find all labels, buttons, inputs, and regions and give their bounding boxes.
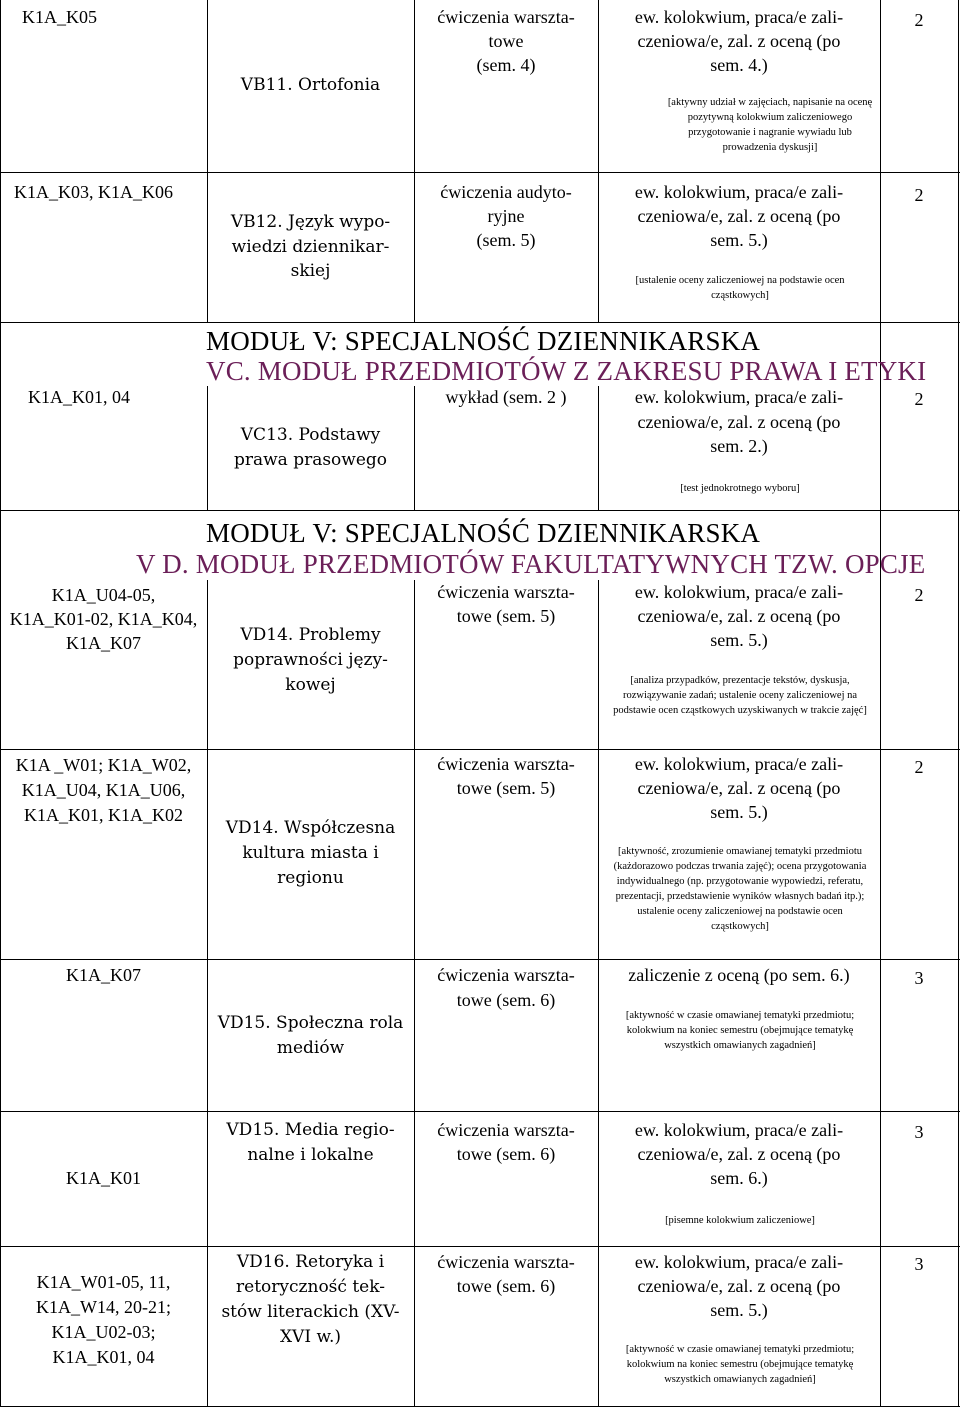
assessment-method: czeniowa/e, zal. z oceną (po — [637, 1144, 841, 1164]
module-subtitle: V D. MODUŁ PRZEDMIOTÓW FAKULTATYWNYCH TZW. OPCJE — [136, 549, 926, 579]
learning-effects: K1A_W14, 20-21; — [36, 1297, 171, 1317]
subject-name: XVI w.) — [279, 1327, 342, 1347]
course-form: (sem. 4) — [476, 55, 536, 75]
column-divider — [958, 0, 959, 1407]
module-title: MODUŁ V: SPECJALNOŚĆ DZIENNIKARSKA — [206, 518, 761, 548]
assessment-method: sem. 4.) — [710, 55, 768, 75]
subject-name: VB11. Ortofonia — [240, 75, 381, 95]
row-divider — [0, 1111, 960, 1112]
ects-points: 2 — [914, 389, 924, 409]
assessment-method: zaliczenie z oceną (po sem. 6.) — [628, 965, 850, 985]
course-form: (sem. 5) — [476, 230, 536, 250]
learning-effects: K1A_K01-02, K1A_K04, — [9, 609, 198, 629]
row-divider — [0, 959, 960, 960]
course-form: towe (sem. 6) — [456, 1276, 556, 1296]
assessment-method: czeniowa/e, zal. z oceną (po — [637, 31, 841, 51]
ects-points: 2 — [914, 10, 924, 30]
assessment-method: ew. kolokwium, praca/e zali- — [634, 387, 844, 407]
assessment-note: [pisemne kolokwium zaliczeniowe] — [665, 1215, 815, 1226]
assessment-method: sem. 5.) — [710, 802, 768, 822]
course-form: towe — [488, 31, 524, 51]
assessment-method: czeniowa/e, zal. z oceną (po — [637, 1276, 841, 1296]
subject-name: skiej — [290, 261, 331, 281]
assessment-method: sem. 5.) — [710, 230, 768, 250]
row-divider — [0, 1246, 960, 1247]
course-form: towe (sem. 5) — [456, 778, 556, 798]
assessment-method: czeniowa/e, zal. z oceną (po — [637, 206, 841, 226]
subject-name: stów literackich (XV- — [221, 1302, 400, 1322]
assessment-method: ew. kolokwium, praca/e zali- — [634, 582, 844, 602]
assessment-method: sem. 2.) — [710, 436, 768, 456]
course-form: towe (sem. 6) — [456, 990, 556, 1010]
subject-name: VD14. Współczesna — [225, 818, 396, 838]
row-divider — [0, 1406, 960, 1407]
learning-effects: K1A_K03, K1A_K06 — [14, 182, 173, 202]
course-form: ćwiczenia warszta- — [437, 754, 575, 774]
subject-name: nalne i lokalne — [247, 1145, 374, 1165]
assessment-method: sem. 6.) — [710, 1168, 768, 1188]
assessment-method: sem. 5.) — [710, 630, 768, 650]
assessment-method: sem. 5.) — [710, 1300, 768, 1320]
assessment-method: czeniowa/e, zal. z oceną (po — [637, 778, 841, 798]
ects-points: 3 — [914, 968, 924, 988]
course-form: ćwiczenia warszta- — [437, 582, 575, 602]
ects-points: 3 — [914, 1122, 924, 1142]
column-divider — [0, 0, 1, 1407]
subject-name: VB12. Język wypo- — [230, 212, 391, 232]
assessment-method: czeniowa/e, zal. z oceną (po — [637, 412, 841, 432]
ects-points: 3 — [914, 1254, 924, 1274]
subject-name: poprawności języ- — [233, 650, 388, 670]
assessment-method: ew. kolokwium, praca/e zali- — [634, 754, 844, 774]
subject-name: regionu — [277, 868, 344, 888]
course-form: ryjne — [487, 206, 525, 226]
subject-name: VD15. Media regio- — [226, 1120, 395, 1140]
course-form: ćwiczenia warszta- — [437, 1120, 575, 1140]
course-form: ćwiczenia warszta- — [437, 7, 575, 27]
learning-effects: K1A_U04, K1A_U06, — [21, 780, 186, 800]
module-title: MODUŁ V: SPECJALNOŚĆ DZIENNIKARSKA — [206, 326, 761, 356]
assessment-note: [aktywność w czasie omawianej tematyki przedmiotu; kolokwium na koniec semestru (obejmujące tematykę wszystkich omawianych zagadnień] — [625, 1344, 855, 1385]
subject-name: VD16. Retoryka i — [236, 1252, 385, 1272]
row-divider — [0, 510, 960, 511]
course-form: towe (sem. 5) — [456, 606, 556, 626]
assessment-note: [aktywność, zrozumienie omawianej tematyki przedmiotu (każdorazowo podczas trwania zajęć); ocena przygotowania indywidualnego (np. przygotowanie wypowiedzi, referatu, prezentacji, przedstawienie wyników własnych badań itp.); ustalenie oceny zaliczeniowej na podstawie ocen cząstkowych] — [613, 846, 867, 932]
module-subtitle: VC. MODUŁ PRZEDMIOTÓW Z ZAKRESU PRAWA I ETYKI — [206, 356, 927, 386]
row-divider — [0, 749, 960, 750]
column-divider — [880, 0, 881, 1407]
assessment-method: ew. kolokwium, praca/e zali- — [634, 1120, 844, 1140]
learning-effects: K1A_K01, K1A_K02 — [24, 805, 183, 825]
course-form: ćwiczenia warszta- — [437, 1252, 575, 1272]
subject-name: prawa prasowego — [233, 450, 388, 470]
subject-name: mediów — [276, 1038, 345, 1058]
subject-name: kultura miasta i — [242, 843, 379, 863]
learning-effects: K1A_K01, 04 — [28, 387, 130, 407]
subject-name: VD14. Problemy — [240, 625, 381, 645]
ects-points: 2 — [914, 585, 924, 605]
learning-effects: K1A_K07 — [66, 633, 141, 653]
learning-effects: K1A_U02-03; — [51, 1322, 156, 1342]
assessment-note: [ustalenie oceny zaliczeniowej na podstawie ocen cząstkowych] — [635, 275, 845, 301]
assessment-method: ew. kolokwium, praca/e zali- — [634, 7, 844, 27]
assessment-method: ew. kolokwium, praca/e zali- — [634, 182, 844, 202]
subject-name: kowej — [285, 675, 336, 695]
assessment-method: ew. kolokwium, praca/e zali- — [634, 1252, 844, 1272]
assessment-note: [aktywność w czasie omawianej tematyki przedmiotu; kolokwium na koniec semestru (obejmujące tematykę wszystkich omawianych zagadnień] — [625, 1010, 855, 1051]
learning-effects: K1A_K01, 04 — [52, 1347, 155, 1367]
learning-effects: K1A_K07 — [66, 965, 141, 985]
learning-effects: K1A _W01; K1A_W02, — [15, 755, 192, 775]
assessment-note: [analiza przypadków, prezentacje tekstów, dyskusja, rozwiązywanie zadań; ustalenie oceny zaliczeniowej na podstawie ocen cząstkowych uzyskiwanych w trakcie zajęć] — [613, 675, 867, 716]
course-form: ćwiczenia audyto- — [440, 182, 572, 202]
assessment-note: [aktywny udział w zajęciach, napisanie na ocenę pozytywną kolokwium zaliczeniowego przygotowanie i nagranie wywiadu lub prowadzenia dyskusji] — [667, 97, 873, 153]
subject-name: VC13. Podstawy — [240, 425, 381, 445]
row-divider — [0, 172, 960, 173]
course-form: towe (sem. 6) — [456, 1144, 556, 1164]
learning-effects: K1A_U04-05, — [51, 585, 156, 605]
course-form: ćwiczenia warszta- — [437, 965, 575, 985]
learning-effects: K1A_K05 — [22, 7, 97, 27]
learning-effects: K1A_W01-05, 11, — [36, 1272, 171, 1292]
row-divider — [0, 322, 960, 323]
assessment-note: [test jednokrotnego wyboru] — [680, 483, 800, 494]
ects-points: 2 — [914, 185, 924, 205]
subject-name: retoryczność tek- — [236, 1277, 385, 1297]
ects-points: 2 — [914, 757, 924, 777]
subject-name: VD15. Społeczna rola — [217, 1013, 404, 1033]
learning-effects: K1A_K01 — [66, 1168, 141, 1188]
assessment-method: czeniowa/e, zal. z oceną (po — [637, 606, 841, 626]
subject-name: wiedzi dziennikar- — [231, 237, 390, 257]
course-form: wykład (sem. 2 ) — [445, 387, 567, 407]
